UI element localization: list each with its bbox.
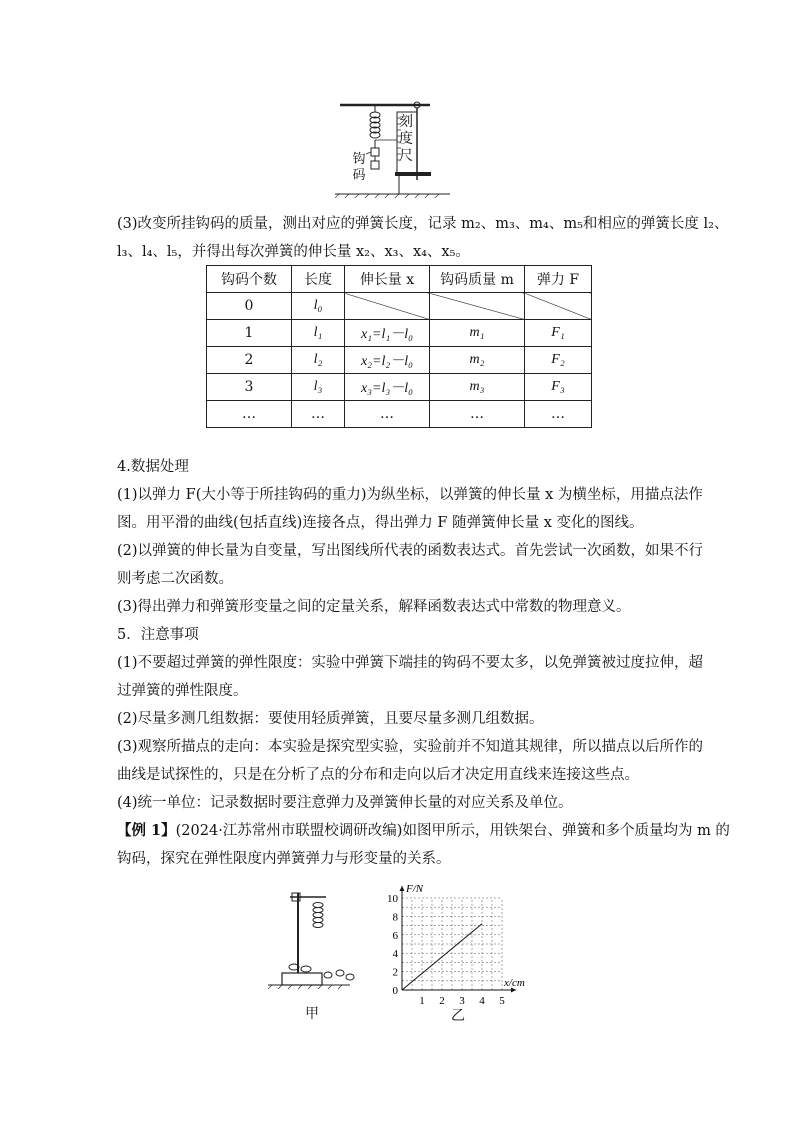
y-tick-label: 8 xyxy=(392,911,398,924)
example1-line1 xyxy=(117,817,730,845)
table-cell: … xyxy=(345,401,430,428)
table-cell: l₀ xyxy=(292,293,345,320)
table-header: 长度 xyxy=(292,266,345,293)
table-header: 弹力 F xyxy=(525,266,592,293)
table-header: 伸长量 x xyxy=(345,266,430,293)
table-cell: m₃ xyxy=(430,374,525,401)
x-tick-label: 3 xyxy=(459,995,465,1004)
y-tick-label: 0 xyxy=(392,985,398,997)
section4-p2-line2: 则考虑二次函数。 xyxy=(117,571,233,587)
section4-p2-line1: (2)以弹簧的伸长量为自变量，写出图线所代表的函数表达式。首先尝试一次函数，如果不行 xyxy=(117,543,704,559)
table-header: 钩码个数 xyxy=(207,266,292,293)
x-axis-label: x/cm xyxy=(504,977,525,989)
table-cell: x₂=l₂－l₀ xyxy=(345,347,430,374)
figure-jia-label: 甲 xyxy=(305,1006,319,1022)
table-cell: x₃=l₃－l₀ xyxy=(345,374,430,401)
figure-yi-label: 乙 xyxy=(451,1008,465,1024)
y-axis-label: F/N xyxy=(406,883,424,895)
section5-p1-line2: 过弹簧的弹性限度。 xyxy=(117,683,248,699)
table-cell: l₁ xyxy=(292,320,345,347)
table-header: 钩码质量 m xyxy=(430,266,525,293)
y-tick-label: 2 xyxy=(392,966,398,979)
step3-line1: (3)改变所挂钩码的质量，测出对应的弹簧长度，记录 m₂、m₃、m₄、m₅和相应的弹簧长度 l₂、 xyxy=(117,216,729,232)
ruler-label: 刻 度 尺 xyxy=(399,114,413,164)
table-cell: F₃ xyxy=(525,374,592,401)
section5-p4: (4)统一单位：记录数据时要注意弹力及弹簧伸长量的对应关系及单位。 xyxy=(117,795,573,811)
table-cell: l₃ xyxy=(292,374,345,401)
force-extension-chart xyxy=(376,878,536,1004)
table-cell: … xyxy=(430,401,525,428)
table-cell: l₂ xyxy=(292,347,345,374)
section5-p1-line1: (1)不要超过弹簧的弹性限度：实验中弹簧下端挂的钩码不要太多，以免弹簧被过度拉伸，超 xyxy=(117,655,704,671)
section5-title: 5．注意事项 xyxy=(117,627,199,643)
table-cell: F₂ xyxy=(525,347,592,374)
table-cell: m₁ xyxy=(430,320,525,347)
section4-title: 4.数据处理 xyxy=(117,459,189,475)
table-cell: 0 xyxy=(207,293,292,320)
x-tick-label: 4 xyxy=(479,995,485,1004)
example-tag: 【例 1】 xyxy=(117,822,176,839)
table-row xyxy=(207,374,592,401)
table-cell: 3 xyxy=(207,374,292,401)
data-table xyxy=(206,265,592,428)
example1-line2: 钩码，探究在弹性限度内弹簧弹力与形变量的关系。 xyxy=(117,851,451,867)
step3-line2: l₃、l₄、l₅，并得出每次弹簧的伸长量 x₂、x₃、x₄、x₅。 xyxy=(117,244,470,260)
section4-p3: (3)得出弹力和弹簧形变量之间的定量关系，解释函数表达式中常数的物理意义。 xyxy=(117,599,631,615)
section5-p3-line1: (3)观察所描点的走向：本实验是探究型实验，实验前并不知道其规律，所以描点以后所作的 xyxy=(117,739,704,755)
section4-p1-line1: (1)以弹力 F(大小等于所挂钩码的重力)为纵坐标，以弹簧的伸长量 x 为横坐标，用描点法作 xyxy=(117,487,703,503)
table-cell: 2 xyxy=(207,347,292,374)
table-header-row xyxy=(207,266,592,293)
x-tick-label: 1 xyxy=(419,995,425,1004)
y-tick-label: 4 xyxy=(392,948,398,961)
table-row xyxy=(207,320,592,347)
y-tick-label: 10 xyxy=(387,893,398,905)
table-cell-empty xyxy=(430,293,525,320)
section5-p2: (2)尽量多测几组数据：要使用轻质弹簧，且要尽量多测几组数据。 xyxy=(117,711,544,727)
table-cell: m₂ xyxy=(430,347,525,374)
table-cell: … xyxy=(292,401,345,428)
weight-label: 钩 码 xyxy=(352,152,366,183)
section5-p3-line2: 曲线是试探性的，只是在分析了点的分布和走向以后才决定用直线来连接这些点。 xyxy=(117,767,639,783)
table-cell: 1 xyxy=(207,320,292,347)
table-cell: x₁=l₁－l₀ xyxy=(345,320,430,347)
section4-p1-line2: 图。用平滑的曲线(包括直线)连接各点，得出弹力 F 随弹簧伸长量 x 变化的图线。 xyxy=(117,515,644,531)
table-cell-empty xyxy=(345,293,430,320)
example-source: (2024·江苏常州市联盟校调研改编) xyxy=(175,823,403,839)
y-axis-arrow xyxy=(400,886,405,891)
table-cell: F₁ xyxy=(525,320,592,347)
iron-stand-figure xyxy=(268,885,358,990)
table-row xyxy=(207,347,592,374)
x-tick-label: 5 xyxy=(499,995,505,1004)
table-cell-empty xyxy=(525,293,592,320)
table-row xyxy=(207,401,592,428)
y-tick-label: 6 xyxy=(392,929,398,942)
example-text: 如图甲所示，用铁架台、弹簧和多个质量均为 m 的 xyxy=(402,823,730,839)
table-cell: … xyxy=(207,401,292,428)
table-row xyxy=(207,293,592,320)
x-tick-label: 2 xyxy=(439,995,445,1004)
table-cell: … xyxy=(525,401,592,428)
